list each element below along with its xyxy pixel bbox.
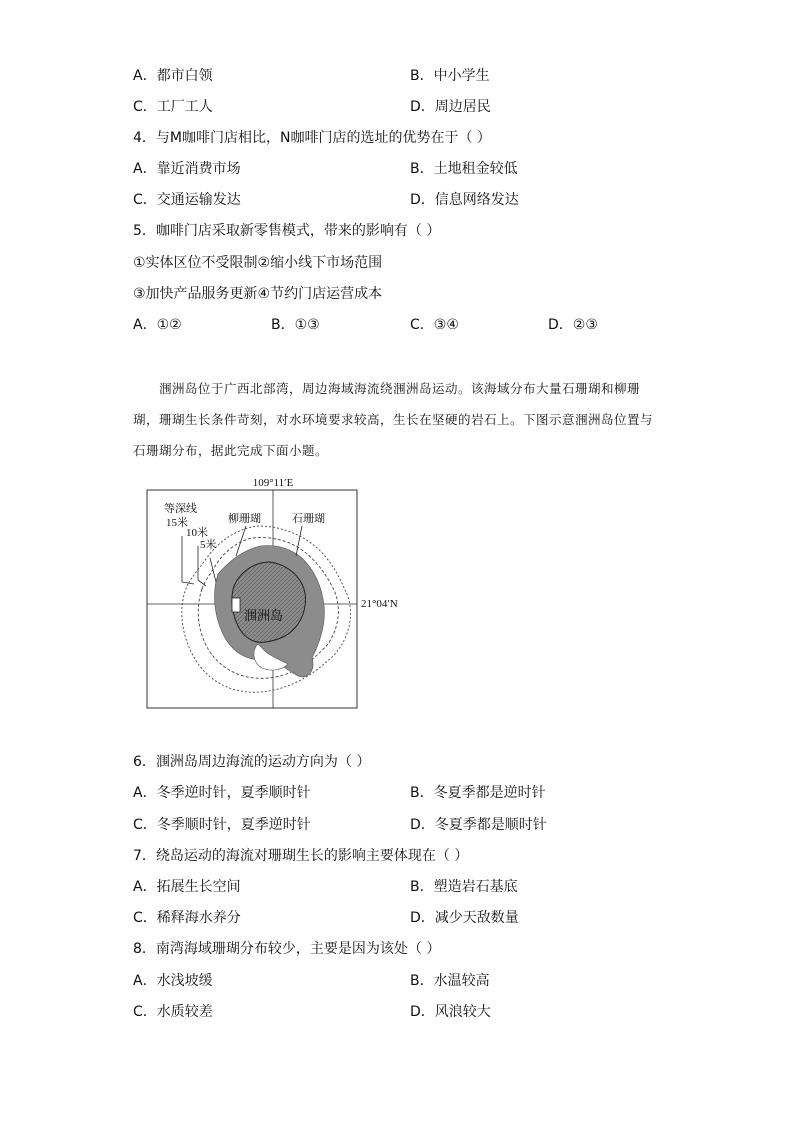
q7-option-b: B．塑造岩石基底 xyxy=(410,879,518,895)
depth-10-label: 10米 xyxy=(186,527,208,539)
q6-option-d: D．冬夏季都是顺时针 xyxy=(410,817,547,833)
q6-stem: 6．涠洲岛周边海流的运动方向为（ ） xyxy=(133,754,371,770)
q6-option-a: A．冬季逆时针，夏季顺时针 xyxy=(133,785,311,801)
q3-option-b: B．中小学生 xyxy=(410,68,490,84)
q7-option-a: A．拓展生长空间 xyxy=(133,879,241,895)
longitude-label: 109°11′E xyxy=(252,477,294,489)
q4-option-b: B．土地租金较低 xyxy=(410,161,518,177)
depth-15-label: 15米 xyxy=(166,517,188,529)
q8-option-c: C．水质较差 xyxy=(133,1004,213,1020)
stone-coral-label: 石珊瑚 xyxy=(292,513,325,525)
q5-stem: 5．咖啡门店采取新零售模式，带来的影响有（ ） xyxy=(133,223,441,239)
isobath-title: 等深线 xyxy=(164,503,197,515)
q8-option-b: B．水温较高 xyxy=(410,973,490,989)
q4-option-a: A．靠近消费市场 xyxy=(133,161,241,177)
weizhou-island-map xyxy=(140,474,410,714)
q5-option-b: B．①③ xyxy=(271,317,320,333)
q3-option-c: C．工厂工人 xyxy=(133,99,213,115)
soft-coral-label: 柳珊瑚 xyxy=(228,513,261,525)
q5-items-2: ③加快产品服务更新④节约门店运营成本 xyxy=(133,286,383,302)
q8-stem: 8．南湾海域珊瑚分布较少，主要是因为该处（ ） xyxy=(133,941,441,957)
q5-items-1: ①实体区位不受限制②缩小线下市场范围 xyxy=(133,255,383,271)
leader-soft-coral xyxy=(236,526,246,556)
q8-option-d: D．风浪较大 xyxy=(410,1004,491,1020)
q5-option-d: D．②③ xyxy=(548,317,598,333)
q6-option-c: C．冬季顺时针，夏季逆时针 xyxy=(133,817,311,833)
q4-option-c: C．交通运输发达 xyxy=(133,192,241,208)
q6-option-b: B．冬夏季都是逆时针 xyxy=(410,785,546,801)
q4-stem: 4．与M咖啡门店相比，N咖啡门店的选址的优势在于（ ） xyxy=(133,130,491,146)
q7-option-c: C．稀释海水养分 xyxy=(133,910,241,926)
q4-option-d: D．信息网络发达 xyxy=(410,192,519,208)
q5-option-c: C．③④ xyxy=(410,317,459,333)
q3-option-d: D．周边居民 xyxy=(410,99,491,115)
q7-stem: 7．绕岛运动的海流对珊瑚生长的影响主要体现在（ ） xyxy=(133,848,469,864)
latitude-label: 21°04′N xyxy=(361,598,398,610)
q3-option-a: A．都市白领 xyxy=(133,68,213,84)
harbor-marker xyxy=(232,598,240,612)
q8-option-a: A．水浅坡缓 xyxy=(133,973,213,989)
leader-5m xyxy=(210,558,216,582)
island-name-label: 涠洲岛 xyxy=(244,608,284,623)
q5-option-a: A．①② xyxy=(133,317,182,333)
q7-option-d: D．减少天敌数量 xyxy=(410,910,519,926)
depth-5-label: 5米 xyxy=(200,539,217,551)
leader-stone-coral xyxy=(296,526,302,556)
reading-passage: 涠洲岛位于广西北部湾，周边海域海流绕涠洲岛运动。该海域分布大量石珊瑚和柳珊瑚，珊瑚生长条件苛刻，对水环境要求较高，生长在坚硬的岩石上。下图示意涠洲岛位置与石珊瑚分布，据此完成下面小题。 xyxy=(133,381,654,458)
